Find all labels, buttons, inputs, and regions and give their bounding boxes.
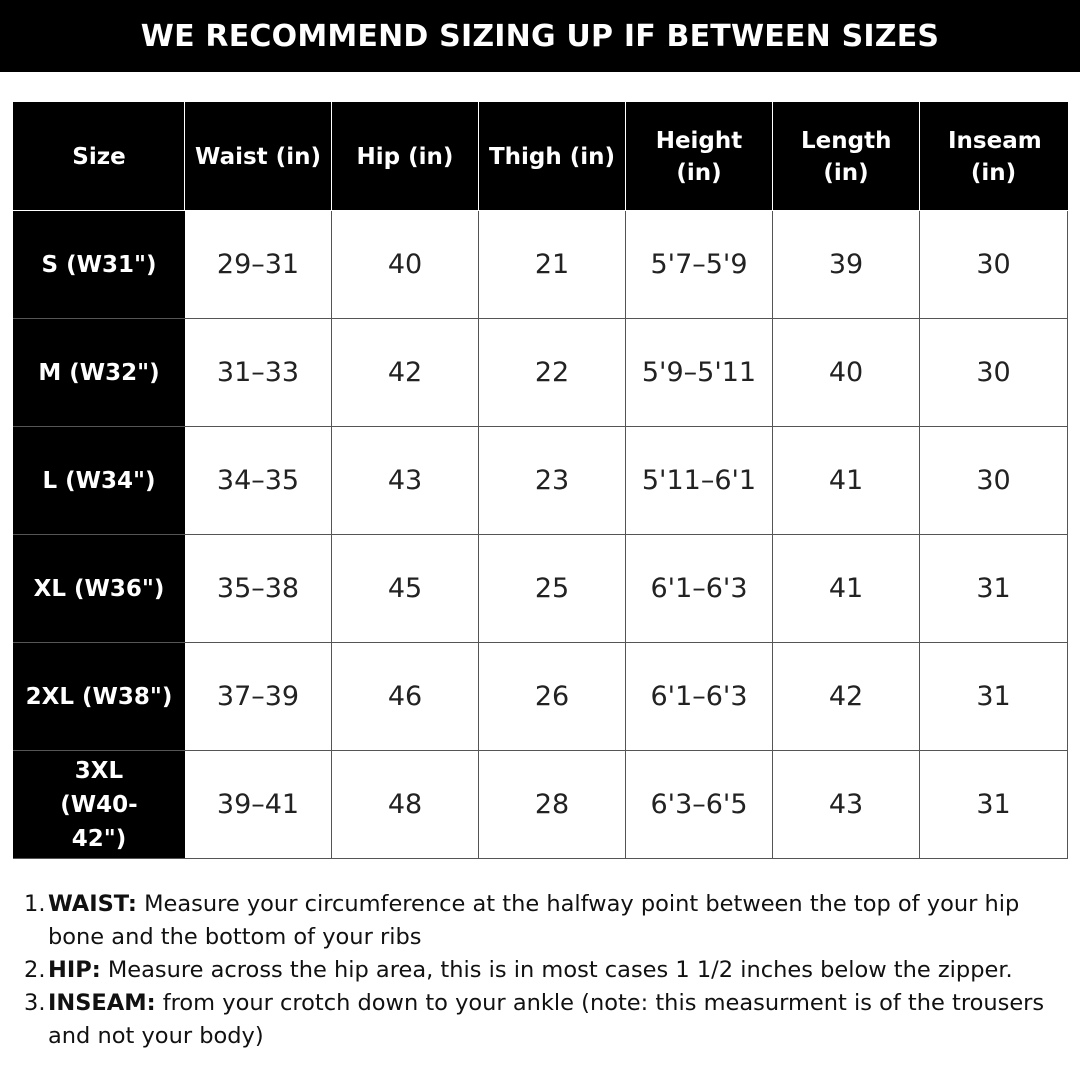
column-header-size: Size bbox=[14, 103, 185, 211]
size-label: 2XL (W38") bbox=[14, 643, 185, 751]
length-cell: 42 bbox=[773, 643, 920, 751]
note-term: WAIST: bbox=[48, 891, 137, 917]
inseam-cell: 31 bbox=[920, 751, 1068, 859]
inseam-cell: 30 bbox=[920, 319, 1068, 427]
note-number: 3. bbox=[24, 990, 46, 1016]
note-text: Measure across the hip area, this is in most cases 1 1/2 inches below the zipper. bbox=[107, 957, 1013, 983]
hip-cell: 42 bbox=[332, 319, 479, 427]
table-row bbox=[14, 319, 1068, 427]
note-term: INSEAM: bbox=[48, 990, 156, 1016]
note-text: from your crotch down to your ankle (note: this measurment is of the trousers and not your body) bbox=[48, 990, 1045, 1049]
thigh-cell: 21 bbox=[479, 211, 626, 319]
table-row bbox=[14, 427, 1068, 535]
note-inseam bbox=[24, 987, 1064, 1053]
height-cell: 6'3–6'5 bbox=[626, 751, 773, 859]
column-header-inseam: Inseam (in) bbox=[920, 103, 1068, 211]
table-row bbox=[14, 751, 1068, 859]
waist-cell: 37–39 bbox=[185, 643, 332, 751]
size-advice-banner: WE RECOMMEND SIZING UP IF BETWEEN SIZES bbox=[0, 0, 1080, 72]
height-cell: 6'1–6'3 bbox=[626, 535, 773, 643]
height-cell: 5'9–5'11 bbox=[626, 319, 773, 427]
height-cell: 5'11–6'1 bbox=[626, 427, 773, 535]
note-waist bbox=[24, 888, 1064, 954]
size-label: M (W32") bbox=[14, 319, 185, 427]
column-header-thigh: Thigh (in) bbox=[479, 103, 626, 211]
column-header-waist: Waist (in) bbox=[185, 103, 332, 211]
note-hip bbox=[24, 954, 1064, 987]
table-row bbox=[14, 535, 1068, 643]
length-cell: 39 bbox=[773, 211, 920, 319]
hip-cell: 45 bbox=[332, 535, 479, 643]
size-label: S (W31") bbox=[14, 211, 185, 319]
height-cell: 6'1–6'3 bbox=[626, 643, 773, 751]
column-header-length: Length (in) bbox=[773, 103, 920, 211]
note-number: 2. bbox=[24, 957, 46, 983]
inseam-cell: 31 bbox=[920, 535, 1068, 643]
waist-cell: 35–38 bbox=[185, 535, 332, 643]
inseam-cell: 30 bbox=[920, 211, 1068, 319]
table-header-row bbox=[14, 103, 1068, 211]
thigh-cell: 22 bbox=[479, 319, 626, 427]
waist-cell: 31–33 bbox=[185, 319, 332, 427]
table-row bbox=[14, 643, 1068, 751]
column-header-height: Height (in) bbox=[626, 103, 773, 211]
note-text: Measure your circumference at the halfway point between the top of your hip bone and the bottom of your ribs bbox=[48, 891, 1020, 950]
size-chart-table bbox=[13, 102, 1068, 859]
thigh-cell: 28 bbox=[479, 751, 626, 859]
length-cell: 43 bbox=[773, 751, 920, 859]
waist-cell: 34–35 bbox=[185, 427, 332, 535]
thigh-cell: 23 bbox=[479, 427, 626, 535]
size-label: XL (W36") bbox=[14, 535, 185, 643]
hip-cell: 48 bbox=[332, 751, 479, 859]
column-header-hip: Hip (in) bbox=[332, 103, 479, 211]
inseam-cell: 30 bbox=[920, 427, 1068, 535]
hip-cell: 40 bbox=[332, 211, 479, 319]
length-cell: 40 bbox=[773, 319, 920, 427]
size-label: 3XL (W40-42") bbox=[14, 751, 185, 859]
length-cell: 41 bbox=[773, 535, 920, 643]
hip-cell: 43 bbox=[332, 427, 479, 535]
inseam-cell: 31 bbox=[920, 643, 1068, 751]
note-term: HIP: bbox=[48, 957, 101, 983]
waist-cell: 39–41 bbox=[185, 751, 332, 859]
thigh-cell: 26 bbox=[479, 643, 626, 751]
table-row bbox=[14, 211, 1068, 319]
waist-cell: 29–31 bbox=[185, 211, 332, 319]
hip-cell: 46 bbox=[332, 643, 479, 751]
thigh-cell: 25 bbox=[479, 535, 626, 643]
size-label: L (W34") bbox=[14, 427, 185, 535]
note-number: 1. bbox=[24, 891, 46, 917]
length-cell: 41 bbox=[773, 427, 920, 535]
height-cell: 5'7–5'9 bbox=[626, 211, 773, 319]
measurement-notes bbox=[24, 888, 1064, 1053]
